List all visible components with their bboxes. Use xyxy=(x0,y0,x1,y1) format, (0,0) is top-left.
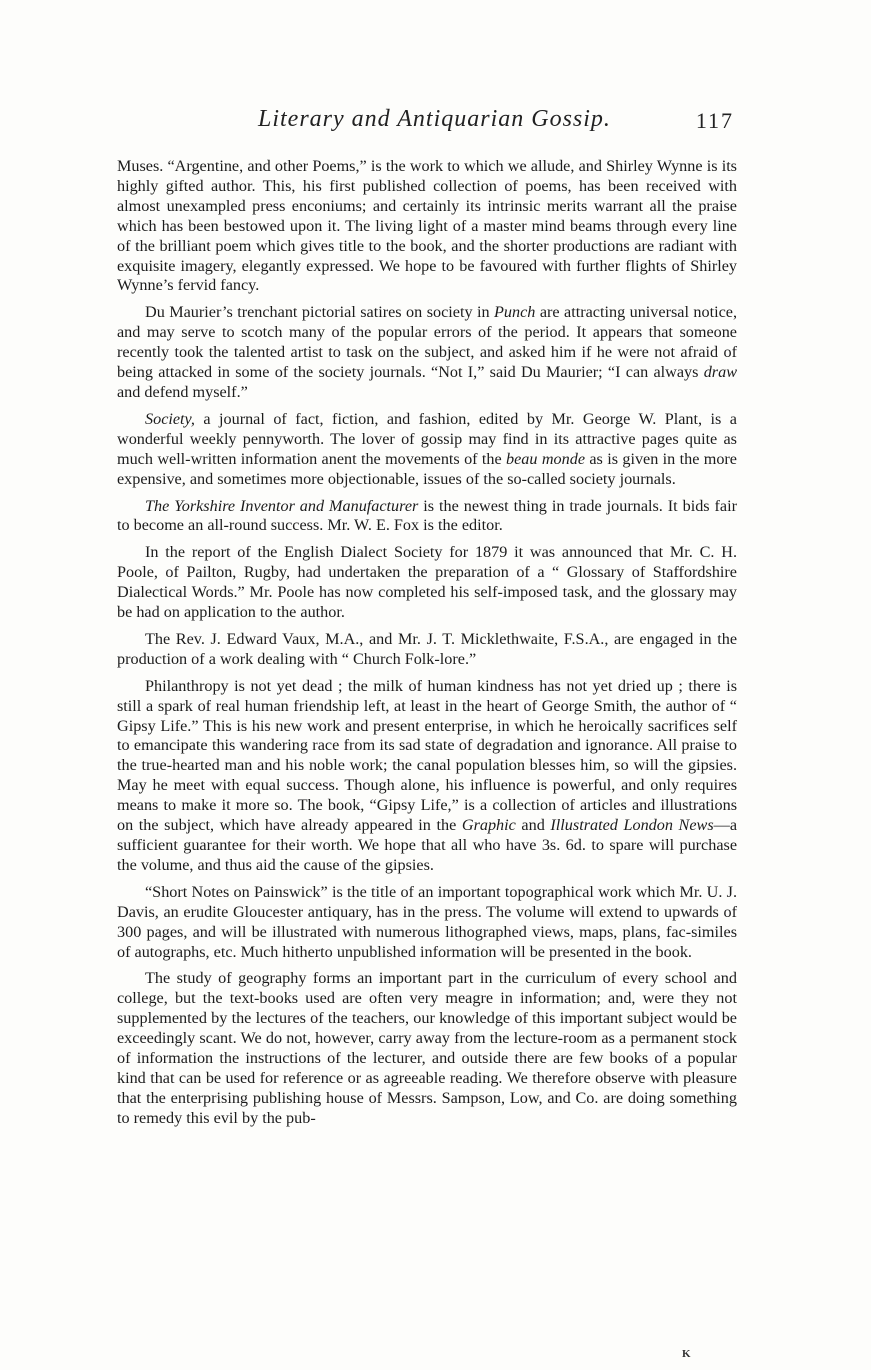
page-number: 117 xyxy=(695,108,734,133)
paragraph-text: In the report of the English Dialect Society for 1879 it was announced that Mr. C. H. Poole, of Pailton, Rugby, had undertaken the preparation of a “ Glossary of Staffordshire Dialectical Words.” Mr. Poole has now completed his self-imposed task, and the glossary may be had on application to the author. xyxy=(117,543,737,622)
running-head xyxy=(118,106,738,142)
paragraph-geography xyxy=(117,969,737,1128)
paragraph-painswick xyxy=(117,883,737,963)
paragraph-church-folklore xyxy=(117,630,737,670)
italic-society: Society, xyxy=(145,409,195,428)
paragraph-text: The Rev. J. Edward Vaux, M.A., and Mr. J. T. Micklethwaite, F.S.A., are engaged in the production of a work dealing with “ Church Folk-lore.” xyxy=(117,629,737,668)
paragraph-text: and xyxy=(515,816,551,835)
paragraph-text: The study of geography forms an important part in the curriculum of every school and college, but the text-books used are often very meagre in information; and, were they not supplemented by the lectures of the teachers, our knowledge of this important subject would be exceedingly scant. We do not, however, carry away from the lecture-room as a permanent stock of information the instructions of the lecturer, and outside there are few books of a popular kind that can be used for reference or as agreeable reading. We therefore observe with pleasure that the enterprising publishing house of Messrs. Sampson, Low, and Co. are doing something to remedy this evil by the pub- xyxy=(117,969,737,1127)
italic-journal-title: The Yorkshire Inventor and Manufacturer xyxy=(145,496,419,515)
paragraph-text: is the newest thing in trade journals. It bids fair to become an all-round success. Mr. W. E. Fox is the editor. xyxy=(117,496,737,535)
paragraph-text: as is given in the more expensive, and sometimes more objectionable, issues of the so-called society journals. xyxy=(117,449,737,488)
paragraph-du-maurier xyxy=(117,303,737,403)
paragraph-text: Philanthropy is not yet dead ; the milk of human kindness has not yet dried up ; there is still a spark of real human friendship left, at least in the heart of George Smith, the author of “ Gipsy Life.” This is his new work and present enterprise, in which he heroically sacrifices self to emancipate this wandering race from its sad state of degradation and ignorance. All praise to the true-hearted man and his noble work; the canal population blesses him, so will the gipsies. May he meet with equal success. Though alone, his influence is powerful, and only requires means to make it more so. The book, “Gipsy Life,” is a collection of articles and illustrations on the subject, which have already appeared in the xyxy=(117,676,737,835)
italic-illustrated-london-news: Illustrated London News xyxy=(550,816,714,835)
running-title: Literary and Antiquarian Gossip. xyxy=(258,106,611,132)
paragraph-text: Muses. “Argentine, and other Poems,” is the work to which we allude, and Shirley Wynne is its highly gifted author. This, his first published collection of poems, has been received with almost unexampled press enconiums; and certainly its intrinsic merits warrant all the praise which has been bestowed upon it. The living light of a master mind beams through every line of the brilliant poem which gives title to the book, and the shorter productions are radiant with exquisite imagery, elegantly expressed. We hope to be favoured with further flights of Shirley Wynne’s fervid fancy. xyxy=(117,157,737,295)
paragraph-text: —a sufficient guarantee for their worth. We hope that all who have 3s. 6d. to spare will purchase the volume, and thus aid the cause of the gipsies. xyxy=(117,816,738,874)
italic-draw: draw xyxy=(703,363,737,382)
paragraph-text: “Short Notes on Painswick” is the title of an important topographical work which Mr. U. J. Davis, an erudite Gloucester antiquary, has in the press. The volume will extend to upwards of 300 pages, and will be illustrated with numerous lithographed views, maps, plans, fac-similes of autographs, etc. Much hitherto unpublished information will be presented in the book. xyxy=(117,882,737,961)
paragraph-society xyxy=(117,410,737,490)
paragraph-text: and defend myself.” xyxy=(117,382,248,401)
paragraph-dialect-society xyxy=(117,543,737,623)
paragraph-text: Du Maurier’s trenchant pictorial satires on society in xyxy=(145,303,495,322)
italic-graphic: Graphic xyxy=(461,816,516,835)
article-body xyxy=(117,157,737,1129)
paragraph-gipsy-life xyxy=(117,677,737,876)
paragraph-yorkshire-inventor xyxy=(117,497,737,537)
paragraph-text: a journal of fact, fiction, and fashion, edited by Mr. George W. Plant, is a wonderful weekly pennyworth. The lover of gossip may find in its attractive pages quite as much well-written information anent the movements of the xyxy=(117,409,737,468)
paragraph-argentine xyxy=(117,157,737,296)
italic-punch: Punch xyxy=(494,303,536,322)
signature-mark: K xyxy=(682,1348,691,1360)
paragraph-text: are attracting universal notice, and may serve to scotch many of the popular errors of the period. It appears that someone recently took the talented artist to task on the subject, and asked him if he were not afraid of being attacked in some of the society journals. “Not I,” said Du Maurier; “I can always xyxy=(117,303,737,382)
italic-beau-monde: beau monde xyxy=(506,449,586,468)
